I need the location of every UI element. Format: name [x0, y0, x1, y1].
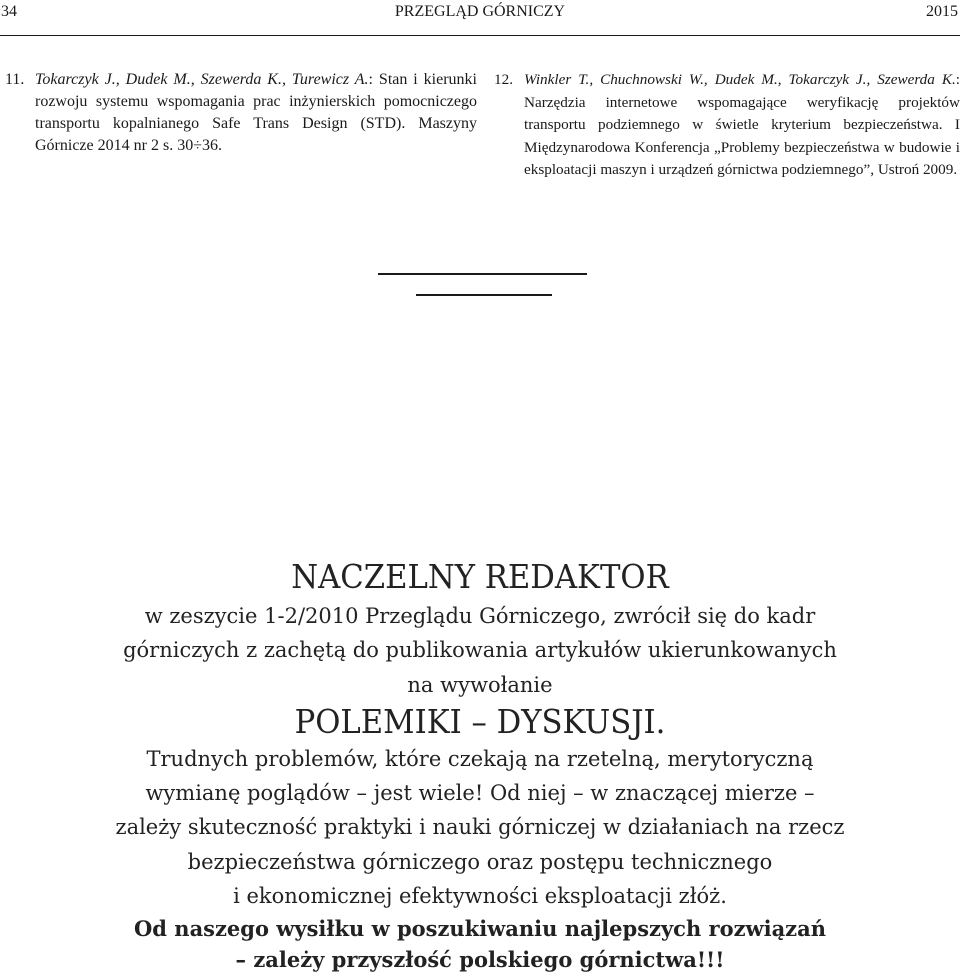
page-number: 34 — [1, 3, 17, 20]
reference-number: 11. — [5, 71, 25, 88]
editor-appeal — [0, 557, 960, 975]
reference-text: : Stan i kierunki rozwoju systemu wspomagania prac inżynierskich pomocniczego transportu kopalnianego Safe Trans Design (STD). Maszyny Górnicze 2014 nr 2 s. 30÷36. — [35, 71, 477, 154]
reference-text: : Narzędzia internetowe wspomagające weryfikację projektów transportu podziemnego w świetle kryterium bezpieczeństwa. I Międzynarodowa Konferencja „Problemy bezpieczeństwa w budowie i eksploatacji maszyn i urządzeń górnictwa podziemnego”, Ustroń 2009. — [524, 71, 960, 178]
appeal-closing: – zależy przyszłość polskiego górnictwa!!! — [235, 947, 725, 973]
publication-year: 2015 — [926, 3, 958, 20]
reference-item — [5, 69, 477, 157]
appeal-closing: Od naszego wysiłku w poszukiwaniu najlepszych rozwiązań — [134, 916, 826, 942]
decorative-rule-lower — [416, 294, 552, 296]
appeal-line: zależy skuteczność praktyki i nauki górniczej w działaniach na rzecz — [115, 815, 845, 840]
decorative-rule-upper — [378, 273, 587, 275]
appeal-line: w zeszycie 1-2/2010 Przeglądu Górniczego, zwrócił się do kadr — [144, 604, 816, 628]
appeal-title: NACZELNY REDAKTOR — [291, 557, 669, 596]
appeal-emphasis: POLEMIKI – DYSKUSJI. — [294, 701, 666, 741]
appeal-line: Trudnych problemów, które czekają na rzetelną, merytoryczną — [146, 746, 814, 771]
appeal-line: górniczych z zachętą do publikowania artykułów ukierunkowanych — [123, 638, 837, 663]
appeal-line: wymianę poglądów – jest wiele! Od niej – w znaczącej mierze – — [145, 781, 815, 806]
header-divider — [0, 35, 960, 36]
appeal-line: bezpieczeństwa górniczego oraz postępu technicznego — [187, 849, 773, 874]
reference-authors: Winkler T., Chuchnowski W., Dudek M., Tokarczyk J., Szewerda K. — [524, 71, 956, 88]
appeal-line: i ekonomicznej efektywności eksploatacji złóż. — [233, 884, 727, 909]
journal-title: PRZEGLĄD GÓRNICZY — [394, 3, 566, 20]
reference-column-right — [494, 69, 960, 182]
reference-column-left — [5, 69, 477, 157]
reference-number: 12. — [494, 71, 513, 88]
appeal-line: na wywołanie — [407, 672, 553, 697]
reference-item — [494, 69, 960, 182]
reference-authors: Tokarczyk J., Dudek M., Szewerda K., Turewicz A. — [35, 71, 369, 88]
